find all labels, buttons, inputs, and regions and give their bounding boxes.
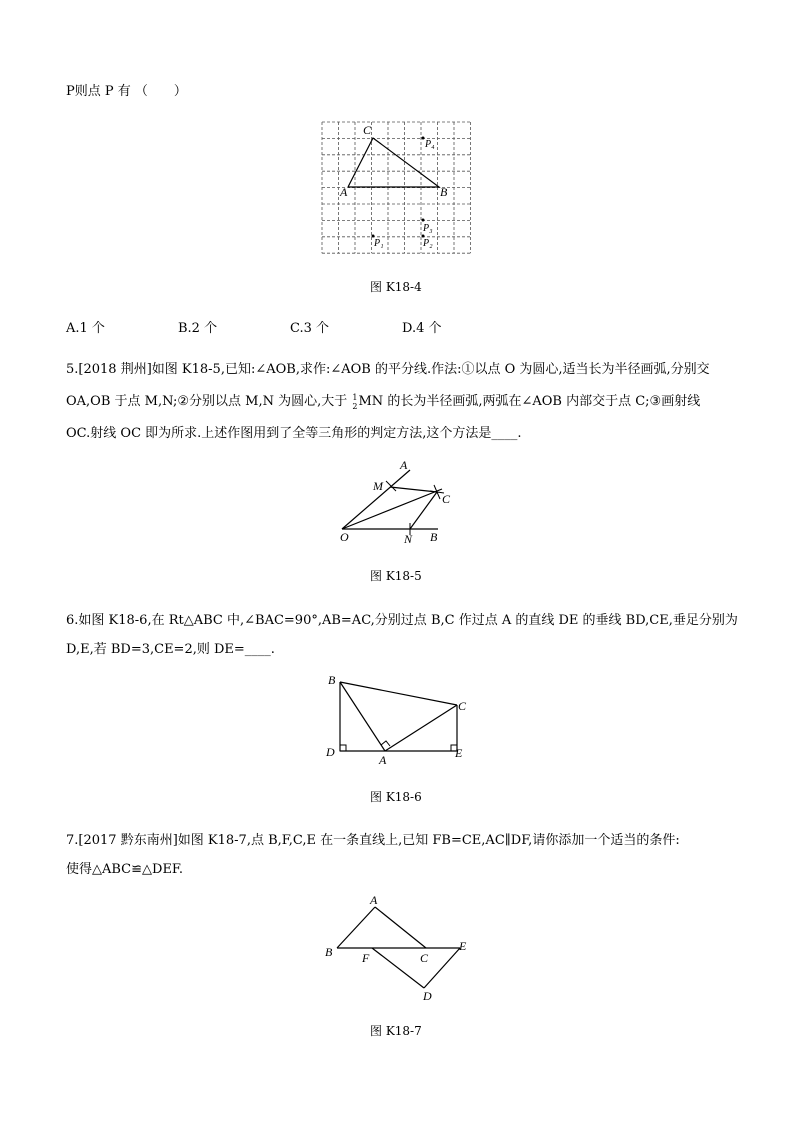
label-c: C — [442, 492, 451, 506]
segment-bc — [340, 682, 457, 705]
q5-line3: OC.射线 OC 即为所求.上述作图用到了全等三角形的判定方法,这个方法是____. — [66, 426, 522, 441]
label-c: C — [420, 951, 429, 965]
q6-line2: D,E,若 BD=3,CE=2,则 DE=____. — [66, 642, 275, 657]
label-a: A — [400, 458, 408, 472]
segment-mc — [390, 487, 437, 492]
segment-fd — [372, 948, 424, 988]
q5-line2b: MN 的长为半径画弧,两弧在∠AOB 内部交于点 C;③画射线 — [358, 394, 701, 409]
right-angle-d — [340, 745, 346, 751]
segment-nc — [410, 492, 437, 529]
q7-line1: 7.[2017 黔东南州]如图 K18-7,点 B,F,C,E 在一条直线上,已知 FB=CE,AC∥DF,请你添加一个适当的条件: — [66, 833, 680, 848]
label-c: C — [458, 699, 467, 713]
label-d: D — [423, 989, 432, 1003]
label-b: B — [430, 530, 438, 544]
label-e: E — [459, 939, 467, 953]
caption-k18-7: 图 K18-7 — [370, 1024, 422, 1038]
q5-line2a: OA,OB 于点 M,N;②分别以点 M,N 为圆心,大于 — [66, 394, 348, 409]
figure-k18-5 — [330, 455, 470, 545]
segment-ac — [375, 907, 426, 948]
caption-k18-5: 图 K18-5 — [370, 569, 422, 583]
label-d: D — [326, 745, 335, 759]
label-b: B — [325, 945, 333, 959]
label-a: A — [370, 893, 378, 907]
point-p3 — [422, 219, 425, 222]
option-c: C.3 个 — [290, 321, 330, 336]
caption-k18-6: 图 K18-6 — [370, 790, 422, 804]
fraction-half — [352, 393, 357, 411]
label-a: A — [340, 185, 348, 199]
option-b: B.2 个 — [178, 321, 218, 336]
q7-line2: 使得△ABC≌△DEF. — [66, 862, 184, 877]
option-a: A.1 个 — [66, 321, 105, 336]
label-b: B — [440, 185, 448, 199]
label-f: F — [362, 951, 370, 965]
label-b: B — [328, 673, 336, 687]
label-p4: P₄ — [425, 139, 435, 150]
fraction-numerator: 1 — [352, 392, 358, 402]
q5-line2 — [66, 390, 700, 411]
label-p1: P₁ — [374, 238, 384, 249]
figure-k18-7 — [322, 890, 472, 1005]
label-a: A — [379, 753, 387, 767]
fraction-denominator: 2 — [352, 401, 358, 411]
label-o: O — [340, 530, 349, 544]
ray-oc — [342, 489, 442, 529]
label-e: E — [455, 746, 463, 760]
q5-line1: 5.[2018 荆州]如图 K18-5,已知:∠AOB,求作:∠AOB 的平分线.作法:①以点 O 为圆心,适当长为半径画弧,分别交 — [66, 362, 710, 377]
label-p2: P₂ — [423, 238, 433, 249]
label-m: M — [373, 479, 383, 493]
segment-ba — [340, 682, 385, 751]
label-p3: P₃ — [423, 223, 433, 234]
caption-k18-4: 图 K18-4 — [370, 280, 422, 294]
q6-line1: 6.如图 K18-6,在 Rt△ABC 中,∠BAC=90°,AB=AC,分别过点 B,C 作过点 A 的直线 DE 的垂线 BD,CE,垂足分别为 — [66, 613, 738, 628]
segment-ac — [385, 705, 457, 751]
q4-stem-tail: P则点 P 有 （ ） — [66, 84, 187, 99]
segment-de — [424, 948, 460, 988]
segment-ba — [337, 907, 375, 948]
figure-k18-6 — [322, 670, 472, 770]
label-n: N — [404, 532, 413, 545]
right-angle-a — [381, 741, 390, 746]
option-d: D.4 个 — [402, 321, 442, 336]
figure-k18-4 — [318, 118, 476, 258]
label-c: C — [363, 123, 372, 137]
